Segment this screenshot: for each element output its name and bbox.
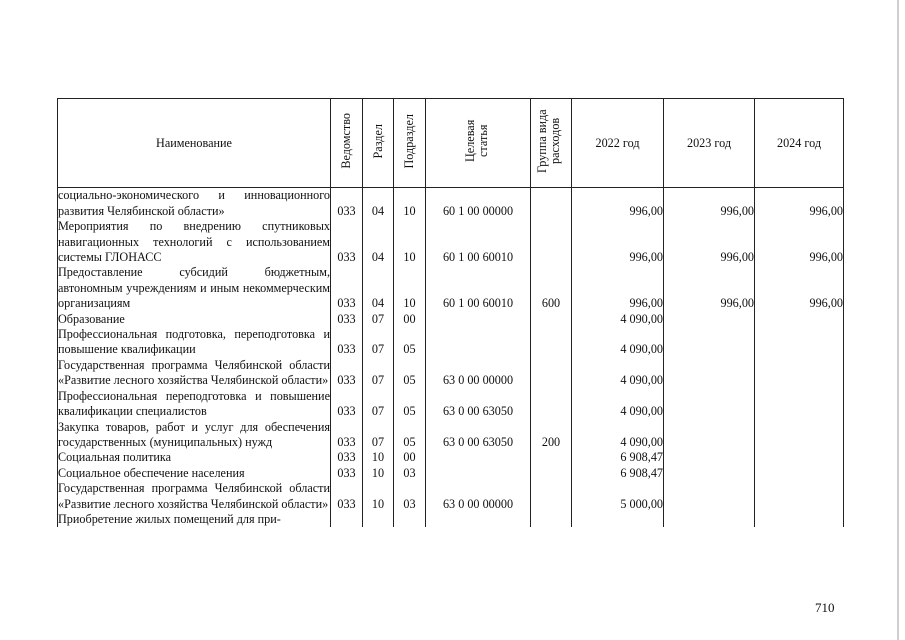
header-dept: Ведомство	[331, 99, 363, 188]
row-name: Закупка товаров, работ и услуг для обеспечения государственных (муниципальных) нужд	[58, 419, 330, 449]
header-name: Наименование	[58, 99, 331, 188]
row-2023	[664, 358, 755, 389]
row-dept: 033	[331, 312, 363, 327]
row-exp-group	[531, 219, 572, 265]
row-dept: 033	[331, 481, 363, 512]
row-exp-group	[531, 389, 572, 420]
table-row	[58, 512, 844, 527]
row-2024	[755, 481, 844, 512]
row-subsection: 03	[394, 466, 426, 481]
row-target: 63 0 00 63050	[426, 420, 531, 451]
table-row	[58, 327, 844, 358]
row-2024	[755, 466, 844, 481]
row-section: 04	[363, 188, 394, 219]
page-number: 710	[815, 600, 835, 615]
row-subsection: 00	[394, 312, 426, 327]
row-target: 63 0 00 00000	[426, 481, 531, 512]
row-2022	[572, 512, 664, 527]
row-name: Образование	[58, 312, 331, 327]
row-name: Государственная программа Челябинской области «Развитие лесного хозяйства Челябинской области»	[58, 357, 330, 388]
table-row	[58, 420, 844, 451]
row-section: 04	[363, 219, 394, 265]
row-section: 07	[363, 358, 394, 389]
row-2023: 996,00	[664, 265, 755, 311]
row-2022: 996,00	[572, 219, 664, 265]
table-row	[58, 358, 844, 389]
header-2022: 2022 год	[572, 99, 664, 188]
row-2022: 6 908,47	[572, 450, 664, 465]
row-section: 07	[363, 420, 394, 451]
row-2023: 996,00	[664, 188, 755, 219]
row-target	[426, 327, 531, 358]
header-exp-group: Группа вида расходов	[531, 99, 572, 188]
row-exp-group	[531, 512, 572, 527]
row-dept: 033	[331, 358, 363, 389]
page-edge	[897, 0, 899, 640]
row-subsection: 05	[394, 358, 426, 389]
row-2023	[664, 312, 755, 327]
row-2023	[664, 512, 755, 527]
row-subsection: 00	[394, 450, 426, 465]
header-subsection: Подраздел	[394, 99, 426, 188]
table-row	[58, 219, 844, 265]
row-name: социально-экономического и инновационного развития Челябинской области»	[58, 188, 330, 218]
row-target	[426, 312, 531, 327]
row-target: 63 0 00 63050	[426, 389, 531, 420]
row-2022: 4 090,00	[572, 358, 664, 389]
row-2024	[755, 389, 844, 420]
table-body	[58, 188, 844, 527]
row-subsection: 05	[394, 327, 426, 358]
table-row	[58, 312, 844, 327]
row-dept: 033	[331, 466, 363, 481]
row-subsection: 05	[394, 420, 426, 451]
row-dept: 033	[331, 265, 363, 311]
row-dept: 033	[331, 327, 363, 358]
row-section: 07	[363, 312, 394, 327]
row-target	[426, 512, 531, 527]
table-row	[58, 466, 844, 481]
row-2024	[755, 420, 844, 451]
row-section: 07	[363, 327, 394, 358]
row-2023	[664, 450, 755, 465]
row-2022: 4 090,00	[572, 389, 664, 420]
row-subsection: 10	[394, 265, 426, 311]
row-target	[426, 450, 531, 465]
row-dept	[331, 512, 363, 527]
row-name: Приобретение жилых помещений для при-	[58, 512, 331, 527]
row-2024: 996,00	[755, 219, 844, 265]
row-section	[363, 512, 394, 527]
row-dept: 033	[331, 219, 363, 265]
table-row	[58, 265, 844, 311]
row-exp-group: 600	[531, 265, 572, 311]
header-2023: 2023 год	[664, 99, 755, 188]
row-2024: 996,00	[755, 188, 844, 219]
row-exp-group	[531, 327, 572, 358]
table-row	[58, 389, 844, 420]
row-2022: 4 090,00	[572, 312, 664, 327]
row-dept: 033	[331, 188, 363, 219]
row-2022: 996,00	[572, 265, 664, 311]
row-target: 60 1 00 60010	[426, 219, 531, 265]
row-section: 10	[363, 466, 394, 481]
row-2023	[664, 481, 755, 512]
row-dept: 033	[331, 450, 363, 465]
header-section: Раздел	[363, 99, 394, 188]
table-header	[58, 99, 844, 188]
row-2024	[755, 312, 844, 327]
row-exp-group	[531, 450, 572, 465]
row-subsection	[394, 512, 426, 527]
header-target: Целевая статья	[426, 99, 531, 188]
row-2022: 996,00	[572, 188, 664, 219]
row-name: Государственная программа Челябинской области «Развитие лесного хозяйства Челябинской области»	[58, 481, 330, 511]
row-subsection: 10	[394, 219, 426, 265]
row-target: 60 1 00 00000	[426, 188, 531, 219]
row-2022: 4 090,00	[572, 420, 664, 451]
row-exp-group	[531, 481, 572, 512]
row-section: 10	[363, 481, 394, 512]
row-section: 04	[363, 265, 394, 311]
row-subsection: 05	[394, 389, 426, 420]
row-2024	[755, 512, 844, 527]
row-dept: 033	[331, 389, 363, 420]
row-target: 63 0 00 00000	[426, 358, 531, 389]
budget-table	[57, 98, 844, 527]
row-section: 10	[363, 450, 394, 465]
row-name: Профессиональная переподготовка и повышение квалификации специалистов	[58, 388, 330, 419]
row-2023	[664, 327, 755, 358]
row-name: Социальная политика	[58, 450, 331, 465]
table-row	[58, 450, 844, 465]
table-row	[58, 481, 844, 512]
row-exp-group: 200	[531, 420, 572, 451]
row-2023	[664, 420, 755, 451]
row-2022: 6 908,47	[572, 466, 664, 481]
row-2023	[664, 466, 755, 481]
row-exp-group	[531, 466, 572, 481]
row-exp-group	[531, 188, 572, 219]
row-name: Социальное обеспечение населения	[58, 466, 331, 481]
row-section: 07	[363, 389, 394, 420]
row-target: 60 1 00 60010	[426, 265, 531, 311]
row-2022: 5 000,00	[572, 481, 664, 512]
row-2023	[664, 389, 755, 420]
table-row	[58, 188, 844, 219]
row-subsection: 10	[394, 188, 426, 219]
row-2024	[755, 450, 844, 465]
row-2024	[755, 358, 844, 389]
row-dept: 033	[331, 420, 363, 451]
row-2024	[755, 327, 844, 358]
row-exp-group	[531, 312, 572, 327]
row-2022: 4 090,00	[572, 327, 664, 358]
row-subsection: 03	[394, 481, 426, 512]
row-target	[426, 466, 531, 481]
row-exp-group	[531, 358, 572, 389]
row-2024: 996,00	[755, 265, 844, 311]
row-name: Мероприятия по внедрению спутниковых навигационных технологий с использованием системы ГЛОНАСС	[58, 219, 330, 265]
row-name: Профессиональная подготовка, переподготовка и повышение квалификации	[58, 327, 330, 357]
row-name: Предоставление субсидий бюджетным, автономным учреждениям и иным некоммерческим организациям	[58, 265, 330, 311]
header-2024: 2024 год	[755, 99, 844, 188]
row-2023: 996,00	[664, 219, 755, 265]
